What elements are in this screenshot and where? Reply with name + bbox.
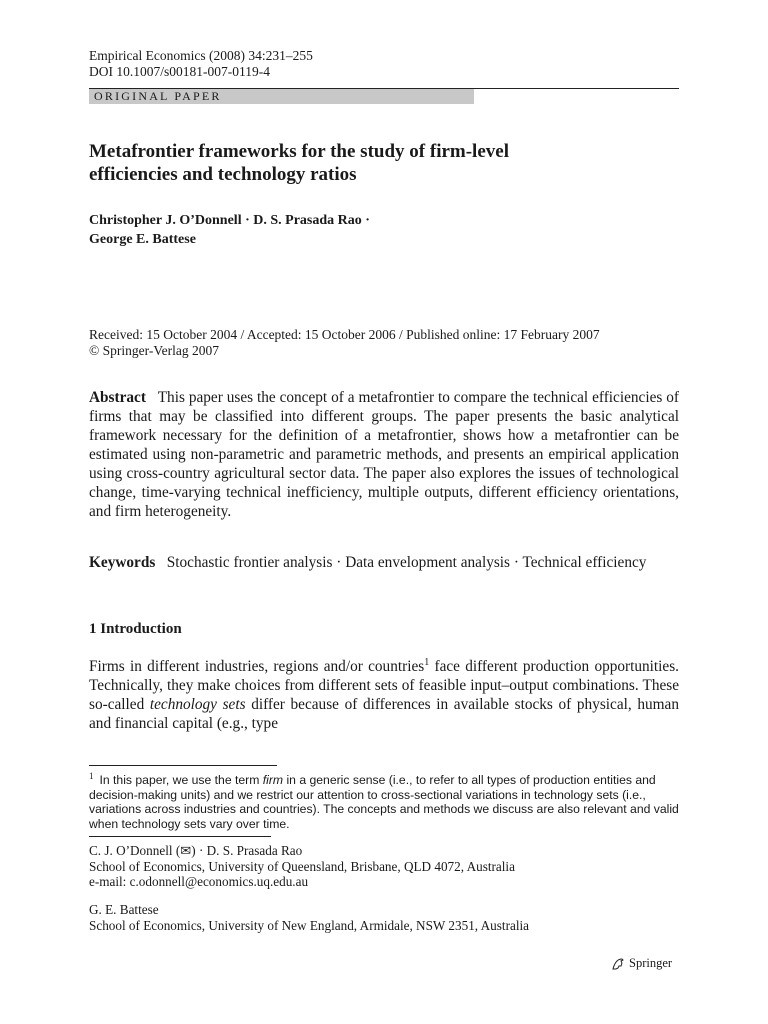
affiliation-email[interactable]: e-mail: c.odonnell@economics.uq.edu.au <box>89 874 309 889</box>
authors-line-2: George E. Battese <box>89 232 196 247</box>
introduction-paragraph <box>89 657 679 733</box>
keywords <box>89 553 679 572</box>
footnote-marker: 1 <box>89 771 94 781</box>
abstract-label: Abstract <box>89 389 146 406</box>
keywords-text: Stochastic frontier analysis · Data envelopment analysis · Technical efficiency <box>166 554 647 571</box>
keywords-label: Keywords <box>89 554 156 571</box>
affiliation-block-2 <box>89 902 689 933</box>
footnote-rule <box>89 765 277 766</box>
intro-text-3: differ because of differences in available stocks of physical, human and financial capital (e.g., type <box>89 696 679 732</box>
title-line-1: Metafrontier frameworks for the study of firm-level <box>89 141 509 162</box>
footnote-italic-term: firm <box>262 773 284 788</box>
publication-dates <box>89 327 689 359</box>
publisher-name: Springer <box>629 956 673 970</box>
journal-header <box>89 48 313 80</box>
doi: DOI 10.1007/s00181-007-0119-4 <box>89 64 270 79</box>
intro-text-1: Firms in different industries, regions and/or countries <box>89 658 425 675</box>
authors-line-1: Christopher J. O’Donnell · D. S. Prasada Rao · <box>89 213 370 228</box>
title-line-2: efficiencies and technology ratios <box>89 164 357 185</box>
paper-title <box>89 140 689 186</box>
copyright: © Springer-Verlag 2007 <box>89 343 219 358</box>
affiliation-rule <box>89 836 271 837</box>
received-accepted-dates: Received: 15 October 2004 / Accepted: 15 October 2006 / Published online: 17 February 2007 <box>89 327 600 342</box>
footnote-text-2: in a generic sense (i.e., to refer to all types of production entities and decision-making units) and we restrict our attention to cross-sectional variations in technology sets (i.e., variations across industries and countries). The concepts and methods we discuss are also relevant and valid when technology sets vary over time. <box>89 773 679 831</box>
affiliation-block-1 <box>89 843 689 890</box>
author-list <box>89 211 679 249</box>
journal-citation: Empirical Economics (2008) 34:231–255 <box>89 48 313 63</box>
affiliation-names: G. E. Battese <box>89 902 159 917</box>
footnote-text-1: In this paper, we use the term <box>99 773 263 788</box>
footnote-ref[interactable]: 1 <box>424 656 430 668</box>
abstract <box>89 388 679 521</box>
affiliation-institution: School of Economics, University of Queensland, Brisbane, QLD 4072, Australia <box>89 858 515 874</box>
intro-italic-term: technology sets <box>149 696 246 713</box>
abstract-text: This paper uses the concept of a metafrontier to compare the technical efficiencies of firms that may be classified into different groups. The paper presents the basic analytical framework necessary for the definition of a metafrontier, shows how a metafrontier can be estimated using non-parametric and parametric methods, and presents an empirical application using cross-country agricultural sector data. The paper also explores the issues of technological change, time-varying technical inefficiency, multiple outputs, different efficiency orientations, and firm heterogeneity. <box>89 389 679 520</box>
intro-text-2: face different production opportunities. Technically, they make choices from different sets of feasible input–output combinations. These so-called <box>89 658 679 713</box>
footnote <box>89 769 679 831</box>
publisher-logo <box>611 956 672 971</box>
section-heading-introduction: 1 Introduction <box>89 621 182 637</box>
article-type-banner: ORIGINAL PAPER <box>89 89 474 104</box>
springer-horse-icon <box>611 957 625 971</box>
affiliation-institution: School of Economics, University of New England, Armidale, NSW 2351, Australia <box>89 917 530 933</box>
affiliation-names: C. J. O’Donnell (✉) · D. S. Prasada Rao <box>89 843 303 858</box>
